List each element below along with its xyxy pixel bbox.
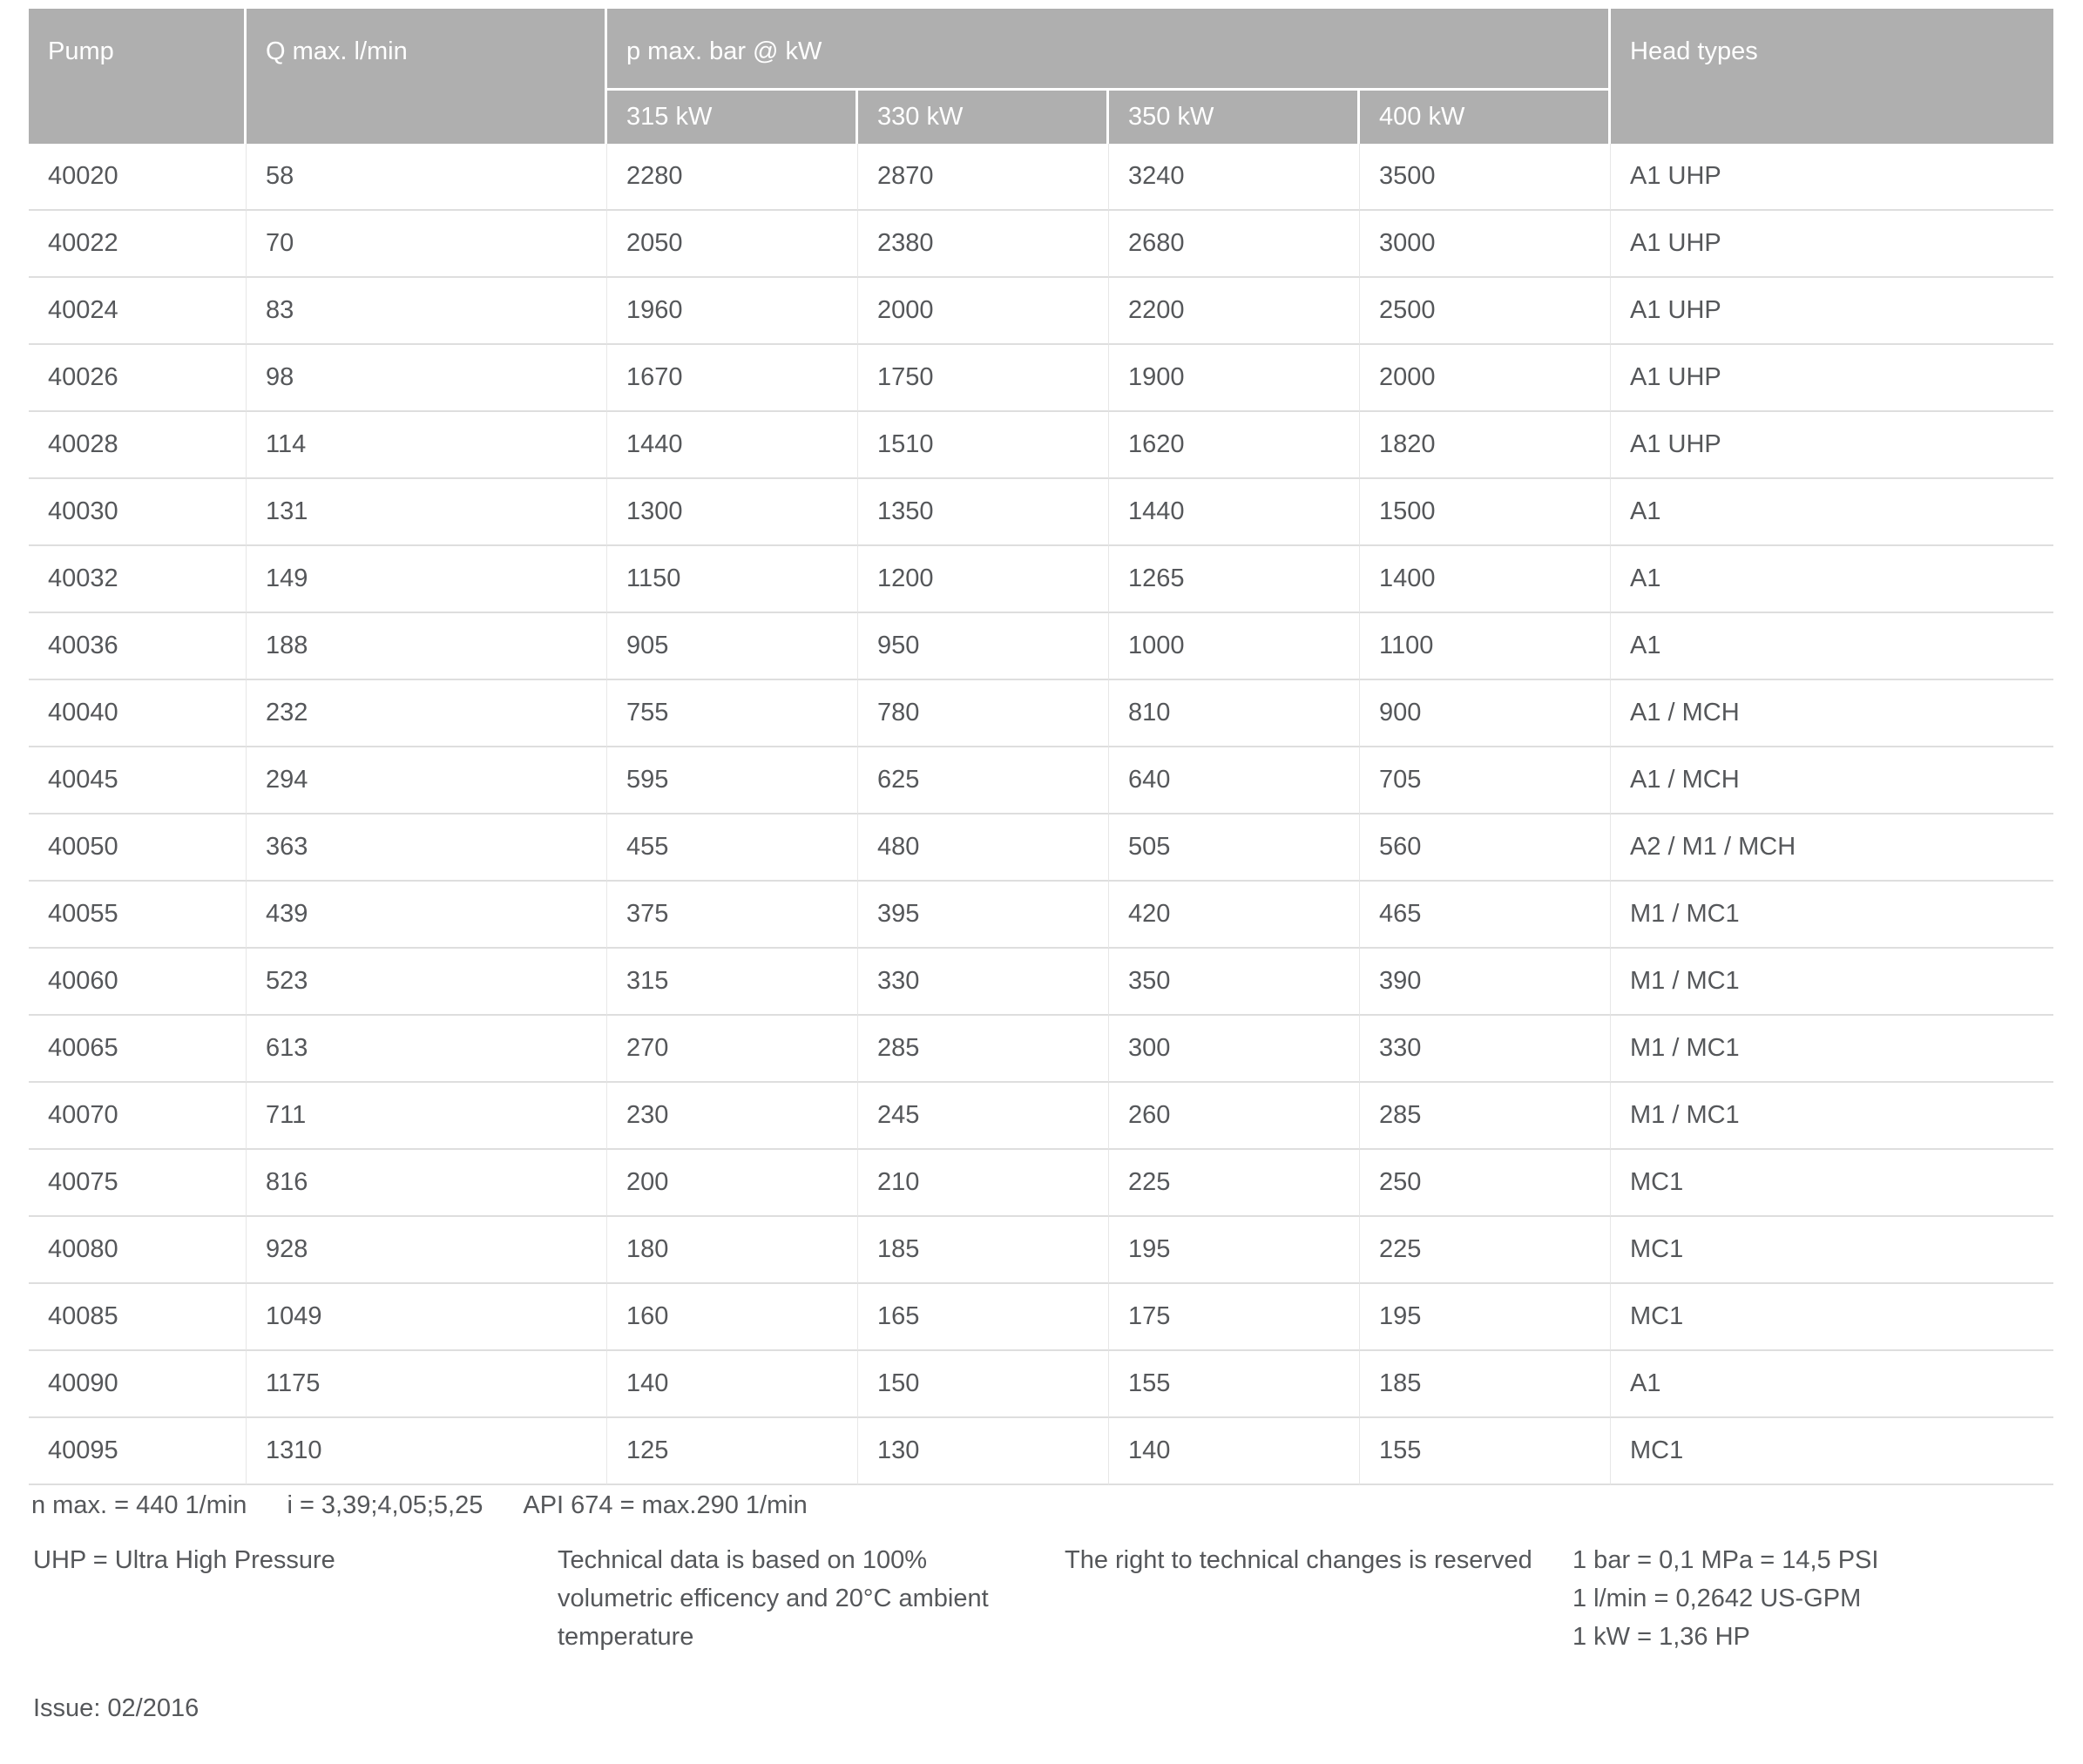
cell-p-330: 1200 bbox=[858, 546, 1109, 613]
table-row bbox=[29, 345, 2053, 412]
table-row bbox=[29, 1284, 2053, 1351]
cell-p-315: 230 bbox=[607, 1083, 858, 1150]
cell-p-330: 210 bbox=[858, 1150, 1109, 1217]
cell-q-max: 928 bbox=[247, 1217, 607, 1284]
table-row bbox=[29, 680, 2053, 747]
cell-p-350: 300 bbox=[1109, 1016, 1360, 1083]
cell-p-350: 420 bbox=[1109, 882, 1360, 949]
conversion-kw-hp: 1 kW = 1,36 HP bbox=[1572, 1623, 1750, 1651]
cell-p-350: 2200 bbox=[1109, 278, 1360, 345]
cell-p-315: 1440 bbox=[607, 412, 858, 479]
cell-pump: 40065 bbox=[29, 1016, 247, 1083]
cell-p-400: 250 bbox=[1360, 1150, 1611, 1217]
table-row bbox=[29, 479, 2053, 546]
cell-p-400: 155 bbox=[1360, 1418, 1611, 1485]
cell-q-max: 114 bbox=[247, 412, 607, 479]
cell-p-400: 900 bbox=[1360, 680, 1611, 747]
cell-head-types: A1 / MCH bbox=[1611, 680, 2053, 747]
cell-q-max: 98 bbox=[247, 345, 607, 412]
cell-head-types: M1 / MC1 bbox=[1611, 882, 2053, 949]
cell-head-types: M1 / MC1 bbox=[1611, 1016, 2053, 1083]
table-row bbox=[29, 211, 2053, 278]
cell-p-350: 1265 bbox=[1109, 546, 1360, 613]
note-i-ratio: i = 3,39;4,05;5,25 bbox=[287, 1491, 484, 1519]
column-header-400kw: 400 kW bbox=[1360, 91, 1611, 144]
cell-p-330: 130 bbox=[858, 1418, 1109, 1485]
legend-conversions bbox=[1572, 1541, 2060, 1656]
cell-head-types: A2 / M1 / MCH bbox=[1611, 814, 2053, 882]
cell-q-max: 523 bbox=[247, 949, 607, 1016]
cell-p-350: 810 bbox=[1109, 680, 1360, 747]
column-header-head-types: Head types bbox=[1611, 9, 2053, 144]
legend-rights: The right to technical changes is reserved bbox=[1065, 1546, 1532, 1574]
cell-p-315: 455 bbox=[607, 814, 858, 882]
legend-technical: Technical data is based on 100% volumetric efficency and 20°C ambient temperature bbox=[558, 1546, 989, 1651]
note-api: API 674 = max.290 1/min bbox=[523, 1491, 808, 1519]
cell-p-350: 350 bbox=[1109, 949, 1360, 1016]
column-header-p-max-group: p max. bar @ kW bbox=[607, 9, 1611, 91]
table-row bbox=[29, 1217, 2053, 1284]
cell-p-315: 2280 bbox=[607, 144, 858, 211]
notes-line bbox=[31, 1491, 808, 1520]
cell-head-types: M1 / MC1 bbox=[1611, 949, 2053, 1016]
cell-p-330: 1510 bbox=[858, 412, 1109, 479]
cell-pump: 40024 bbox=[29, 278, 247, 345]
cell-p-315: 160 bbox=[607, 1284, 858, 1351]
cell-p-400: 1500 bbox=[1360, 479, 1611, 546]
cell-q-max: 232 bbox=[247, 680, 607, 747]
cell-p-315: 140 bbox=[607, 1351, 858, 1418]
cell-p-400: 225 bbox=[1360, 1217, 1611, 1284]
cell-pump: 40020 bbox=[29, 144, 247, 211]
cell-p-400: 3500 bbox=[1360, 144, 1611, 211]
cell-q-max: 149 bbox=[247, 546, 607, 613]
column-header-315kw: 315 kW bbox=[607, 91, 858, 144]
cell-p-330: 185 bbox=[858, 1217, 1109, 1284]
cell-p-350: 225 bbox=[1109, 1150, 1360, 1217]
table-row bbox=[29, 1150, 2053, 1217]
cell-head-types: A1 UHP bbox=[1611, 412, 2053, 479]
cell-p-400: 3000 bbox=[1360, 211, 1611, 278]
cell-p-330: 165 bbox=[858, 1284, 1109, 1351]
cell-q-max: 816 bbox=[247, 1150, 607, 1217]
cell-q-max: 58 bbox=[247, 144, 607, 211]
table-row bbox=[29, 1083, 2053, 1150]
table-row bbox=[29, 412, 2053, 479]
cell-p-330: 950 bbox=[858, 613, 1109, 680]
cell-p-330: 330 bbox=[858, 949, 1109, 1016]
conversion-bar-psi: 1 bar = 0,1 MPa = 14,5 PSI bbox=[1572, 1546, 1879, 1574]
cell-p-400: 390 bbox=[1360, 949, 1611, 1016]
cell-pump: 40050 bbox=[29, 814, 247, 882]
cell-pump: 40032 bbox=[29, 546, 247, 613]
cell-p-350: 1620 bbox=[1109, 412, 1360, 479]
cell-q-max: 613 bbox=[247, 1016, 607, 1083]
cell-p-400: 2000 bbox=[1360, 345, 1611, 412]
cell-p-315: 125 bbox=[607, 1418, 858, 1485]
cell-pump: 40090 bbox=[29, 1351, 247, 1418]
cell-pump: 40055 bbox=[29, 882, 247, 949]
cell-q-max: 131 bbox=[247, 479, 607, 546]
cell-p-330: 2000 bbox=[858, 278, 1109, 345]
cell-pump: 40080 bbox=[29, 1217, 247, 1284]
table-row bbox=[29, 613, 2053, 680]
cell-pump: 40075 bbox=[29, 1150, 247, 1217]
table-row bbox=[29, 747, 2053, 814]
cell-pump: 40095 bbox=[29, 1418, 247, 1485]
cell-p-330: 2870 bbox=[858, 144, 1109, 211]
cell-head-types: A1 bbox=[1611, 546, 2053, 613]
cell-head-types: A1 / MCH bbox=[1611, 747, 2053, 814]
table-row bbox=[29, 814, 2053, 882]
cell-q-max: 1175 bbox=[247, 1351, 607, 1418]
cell-p-400: 330 bbox=[1360, 1016, 1611, 1083]
cell-p-350: 1440 bbox=[1109, 479, 1360, 546]
cell-head-types: MC1 bbox=[1611, 1217, 2053, 1284]
cell-p-400: 1820 bbox=[1360, 412, 1611, 479]
cell-p-315: 1150 bbox=[607, 546, 858, 613]
cell-p-315: 270 bbox=[607, 1016, 858, 1083]
cell-p-400: 1400 bbox=[1360, 546, 1611, 613]
cell-p-400: 465 bbox=[1360, 882, 1611, 949]
cell-p-315: 595 bbox=[607, 747, 858, 814]
cell-head-types: MC1 bbox=[1611, 1418, 2053, 1485]
cell-head-types: A1 bbox=[1611, 479, 2053, 546]
cell-p-315: 2050 bbox=[607, 211, 858, 278]
cell-pump: 40045 bbox=[29, 747, 247, 814]
cell-p-330: 395 bbox=[858, 882, 1109, 949]
cell-p-350: 195 bbox=[1109, 1217, 1360, 1284]
cell-p-330: 1350 bbox=[858, 479, 1109, 546]
cell-pump: 40026 bbox=[29, 345, 247, 412]
cell-p-330: 625 bbox=[858, 747, 1109, 814]
cell-p-315: 905 bbox=[607, 613, 858, 680]
cell-p-315: 755 bbox=[607, 680, 858, 747]
cell-p-400: 560 bbox=[1360, 814, 1611, 882]
cell-p-350: 505 bbox=[1109, 814, 1360, 882]
cell-p-315: 1960 bbox=[607, 278, 858, 345]
cell-p-350: 140 bbox=[1109, 1418, 1360, 1485]
cell-head-types: M1 / MC1 bbox=[1611, 1083, 2053, 1150]
cell-p-315: 200 bbox=[607, 1150, 858, 1217]
cell-p-315: 375 bbox=[607, 882, 858, 949]
cell-p-330: 2380 bbox=[858, 211, 1109, 278]
cell-p-330: 245 bbox=[858, 1083, 1109, 1150]
cell-p-400: 705 bbox=[1360, 747, 1611, 814]
cell-p-350: 1000 bbox=[1109, 613, 1360, 680]
cell-q-max: 294 bbox=[247, 747, 607, 814]
cell-q-max: 439 bbox=[247, 882, 607, 949]
cell-head-types: A1 UHP bbox=[1611, 278, 2053, 345]
cell-q-max: 83 bbox=[247, 278, 607, 345]
cell-p-400: 1100 bbox=[1360, 613, 1611, 680]
cell-head-types: A1 UHP bbox=[1611, 211, 2053, 278]
pump-table bbox=[29, 9, 2053, 1485]
cell-p-400: 285 bbox=[1360, 1083, 1611, 1150]
cell-q-max: 1310 bbox=[247, 1418, 607, 1485]
cell-head-types: MC1 bbox=[1611, 1284, 2053, 1351]
note-n-max: n max. = 440 1/min bbox=[31, 1491, 247, 1519]
column-header-330kw: 330 kW bbox=[858, 91, 1109, 144]
cell-p-350: 2680 bbox=[1109, 211, 1360, 278]
cell-p-315: 1300 bbox=[607, 479, 858, 546]
table-row bbox=[29, 1016, 2053, 1083]
cell-head-types: A1 bbox=[1611, 1351, 2053, 1418]
cell-p-330: 480 bbox=[858, 814, 1109, 882]
cell-pump: 40070 bbox=[29, 1083, 247, 1150]
cell-p-400: 2500 bbox=[1360, 278, 1611, 345]
cell-q-max: 188 bbox=[247, 613, 607, 680]
cell-q-max: 70 bbox=[247, 211, 607, 278]
column-header-350kw: 350 kW bbox=[1109, 91, 1360, 144]
legend-uhp: UHP = Ultra High Pressure bbox=[33, 1546, 335, 1574]
cell-p-350: 1900 bbox=[1109, 345, 1360, 412]
table-body bbox=[29, 144, 2053, 1485]
table-row bbox=[29, 546, 2053, 613]
cell-head-types: A1 bbox=[1611, 613, 2053, 680]
cell-p-330: 1750 bbox=[858, 345, 1109, 412]
cell-p-350: 155 bbox=[1109, 1351, 1360, 1418]
cell-pump: 40040 bbox=[29, 680, 247, 747]
issue-label: Issue: 02/2016 bbox=[33, 1694, 200, 1722]
cell-p-330: 150 bbox=[858, 1351, 1109, 1418]
cell-p-400: 185 bbox=[1360, 1351, 1611, 1418]
table-row bbox=[29, 1418, 2053, 1485]
conversion-lmin-gpm: 1 l/min = 0,2642 US-GPM bbox=[1572, 1585, 1862, 1612]
cell-p-315: 1670 bbox=[607, 345, 858, 412]
cell-pump: 40036 bbox=[29, 613, 247, 680]
cell-p-330: 780 bbox=[858, 680, 1109, 747]
cell-pump: 40085 bbox=[29, 1284, 247, 1351]
cell-p-330: 285 bbox=[858, 1016, 1109, 1083]
table-row bbox=[29, 1351, 2053, 1418]
cell-p-400: 195 bbox=[1360, 1284, 1611, 1351]
cell-head-types: MC1 bbox=[1611, 1150, 2053, 1217]
table-row bbox=[29, 882, 2053, 949]
column-header-pump: Pump bbox=[29, 9, 247, 144]
cell-p-350: 640 bbox=[1109, 747, 1360, 814]
cell-p-350: 260 bbox=[1109, 1083, 1360, 1150]
table-row bbox=[29, 144, 2053, 211]
cell-q-max: 363 bbox=[247, 814, 607, 882]
column-header-q-max: Q max. l/min bbox=[247, 9, 607, 144]
table-header bbox=[29, 9, 2053, 144]
cell-pump: 40028 bbox=[29, 412, 247, 479]
cell-head-types: A1 UHP bbox=[1611, 144, 2053, 211]
cell-pump: 40060 bbox=[29, 949, 247, 1016]
table-row bbox=[29, 949, 2053, 1016]
cell-q-max: 711 bbox=[247, 1083, 607, 1150]
cell-p-315: 315 bbox=[607, 949, 858, 1016]
cell-p-350: 3240 bbox=[1109, 144, 1360, 211]
cell-q-max: 1049 bbox=[247, 1284, 607, 1351]
cell-p-350: 175 bbox=[1109, 1284, 1360, 1351]
cell-p-315: 180 bbox=[607, 1217, 858, 1284]
cell-pump: 40022 bbox=[29, 211, 247, 278]
table-row bbox=[29, 278, 2053, 345]
cell-pump: 40030 bbox=[29, 479, 247, 546]
cell-head-types: A1 UHP bbox=[1611, 345, 2053, 412]
